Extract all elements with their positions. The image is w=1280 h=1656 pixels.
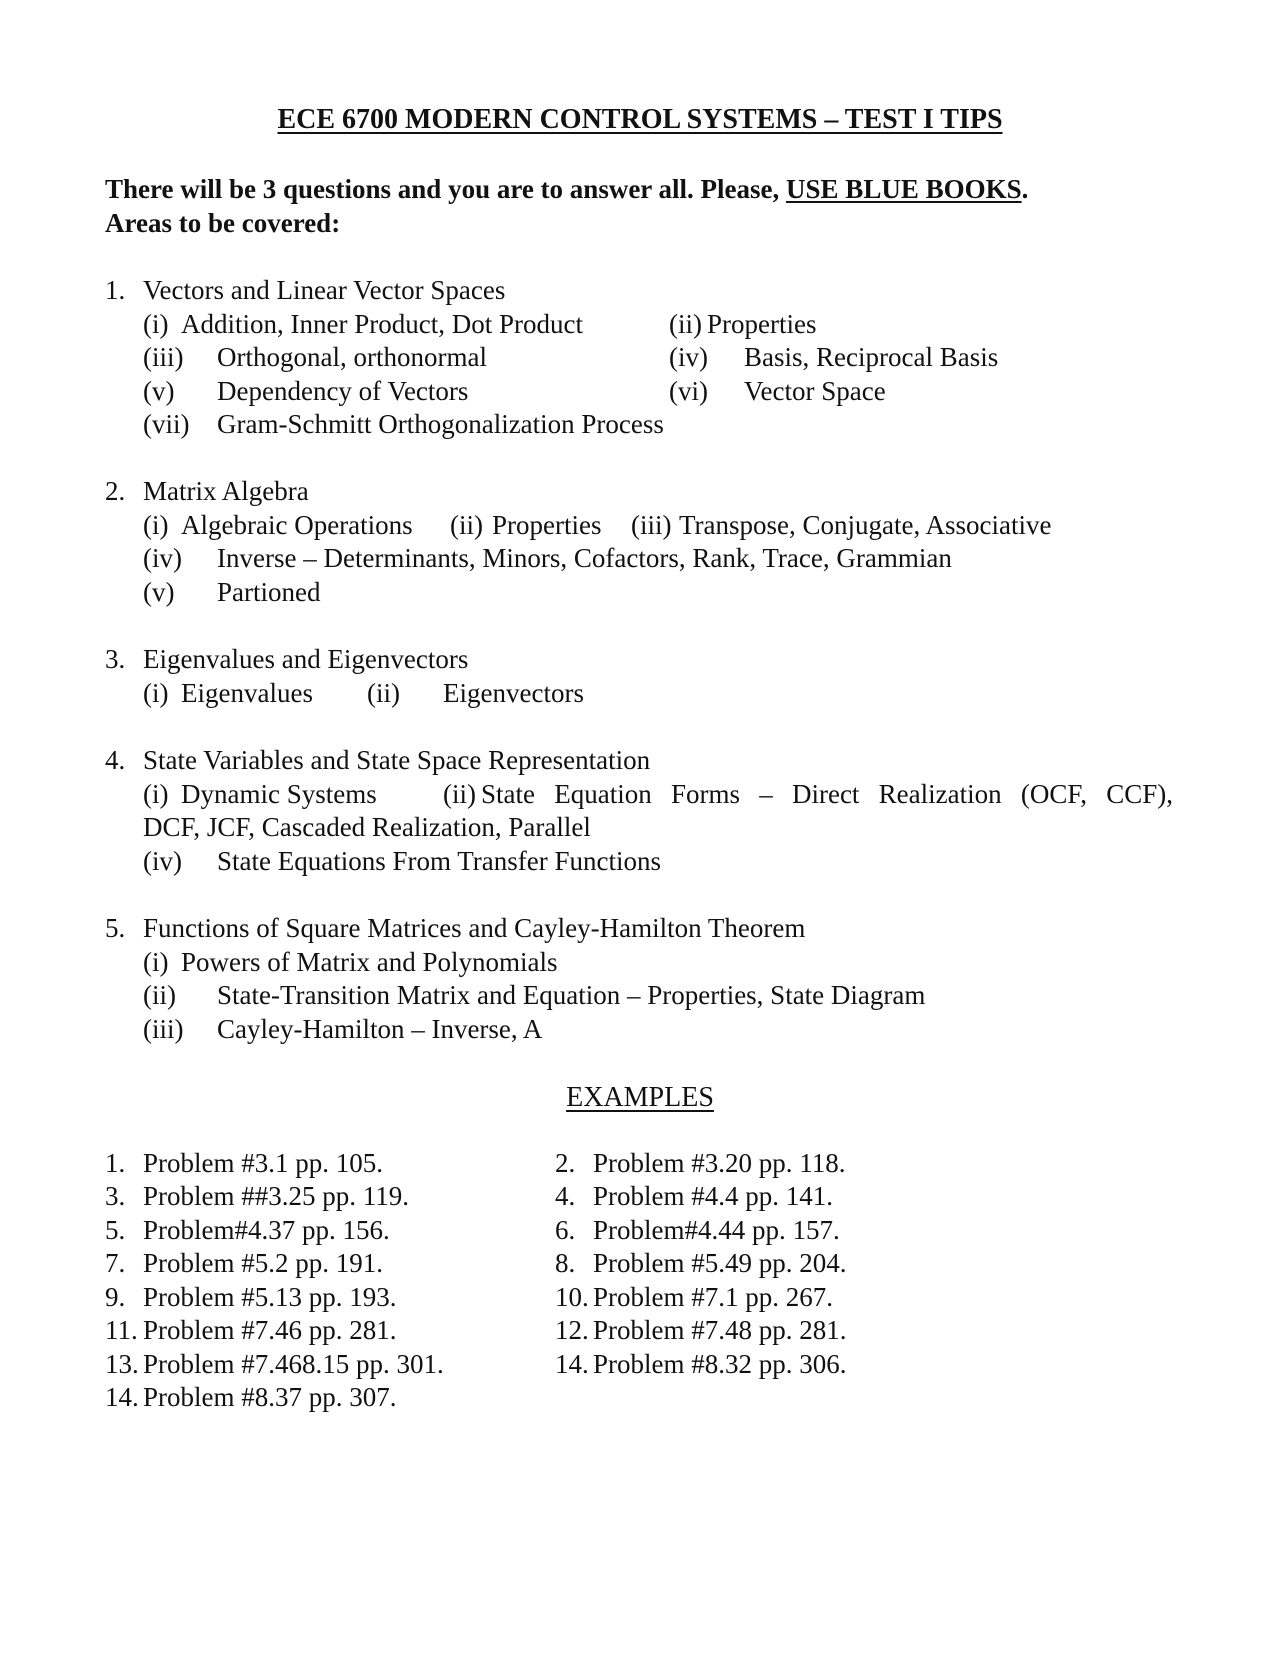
- item-label: (v): [143, 576, 175, 607]
- example-text: Problem #3.1 pp. 105.: [143, 1148, 383, 1178]
- intro-emphasis: USE BLUE BOOKS: [786, 174, 1022, 204]
- example-text: Problem #4.4 pp. 141.: [593, 1181, 833, 1211]
- example-text: Problem #8.37 pp. 307.: [143, 1382, 397, 1412]
- example-text: Problem #5.2 pp. 191.: [143, 1248, 383, 1278]
- item-label: (vi): [669, 375, 708, 406]
- example-text: Problem #3.20 pp. 118.: [593, 1148, 846, 1178]
- section-heading: Matrix Algebra: [143, 476, 309, 506]
- item-text: Dependency of Vectors: [217, 375, 469, 406]
- example-text: Problem #7.48 pp. 281.: [593, 1315, 847, 1345]
- item-text: State-Transition Matrix and Equation – Properties, State Diagram: [217, 980, 926, 1010]
- item-text: Properties: [707, 308, 817, 339]
- example-number: 14.: [555, 1349, 589, 1379]
- section-heading: Vectors and Linear Vector Spaces: [143, 275, 506, 305]
- example-number: 10.: [555, 1282, 589, 1312]
- section-heading: State Variables and State Space Representation: [143, 745, 651, 775]
- item-text: Transpose, Conjugate, Associative: [679, 509, 1052, 540]
- item-label: (iii): [143, 342, 184, 372]
- example-number: 6.: [555, 1215, 576, 1245]
- section-heading: Eigenvalues and Eigenvectors: [143, 644, 469, 674]
- section-number: 5.: [105, 913, 126, 943]
- examples-title: EXAMPLES: [566, 1082, 714, 1113]
- item-label: (i): [143, 778, 169, 809]
- item-label: (ii): [367, 677, 400, 708]
- item-text: Eigenvectors: [443, 677, 584, 708]
- item-label: (i): [143, 946, 169, 977]
- item-label: (iv): [143, 543, 182, 573]
- item-text: State Equation Forms – Direct Realization (OCF, CCF),: [481, 778, 1173, 809]
- item-text: State Equations From Transfer Functions: [217, 845, 661, 876]
- item-label: (iii): [631, 509, 672, 540]
- item-label: (ii): [443, 778, 476, 809]
- item-text: Inverse – Determinants, Minors, Cofactors, Rank, Trace, Grammian: [217, 543, 952, 573]
- item-label: (i): [143, 509, 169, 540]
- example-text: Problem #7.46 pp. 281.: [143, 1315, 397, 1345]
- item-text: Orthogonal, orthonormal: [217, 342, 487, 372]
- item-text: Vector Space: [744, 375, 886, 406]
- item-text: Cayley-Hamilton – Inverse, A: [217, 1013, 543, 1044]
- example-number: 8.: [555, 1248, 576, 1278]
- item-text: Eigenvalues: [181, 677, 313, 708]
- example-number: 5.: [105, 1215, 126, 1245]
- item-label: (ii): [669, 308, 702, 339]
- example-number: 4.: [555, 1181, 576, 1211]
- section-heading: Functions of Square Matrices and Cayley-Hamilton Theorem: [143, 913, 806, 943]
- item-text: DCF, JCF, Cascaded Realization, Parallel: [143, 812, 591, 842]
- example-number: 12.: [555, 1315, 589, 1345]
- item-label: (v): [143, 375, 175, 406]
- example-number: 2.: [555, 1148, 576, 1178]
- example-number: 14.: [105, 1382, 139, 1412]
- example-number: 3.: [105, 1181, 126, 1211]
- item-text: Algebraic Operations: [181, 509, 413, 540]
- item-label: (iv): [143, 845, 182, 876]
- intro-paragraph: [105, 172, 1173, 240]
- intro-period: .: [1021, 174, 1029, 204]
- item-text: Partioned: [217, 576, 321, 607]
- item-label: (ii): [450, 509, 483, 540]
- item-text: Basis, Reciprocal Basis: [744, 342, 999, 372]
- example-number: 9.: [105, 1282, 126, 1312]
- example-number: 11.: [105, 1315, 138, 1345]
- example-text: Problem#4.37 pp. 156.: [143, 1215, 390, 1245]
- example-text: Problem#4.44 pp. 157.: [593, 1215, 840, 1245]
- item-text: Powers of Matrix and Polynomials: [181, 946, 558, 977]
- item-label: (i): [143, 677, 169, 708]
- item-text: Addition, Inner Product, Dot Product: [181, 308, 583, 339]
- item-label: (i): [143, 308, 169, 339]
- item-label: (iv): [669, 342, 708, 372]
- section-number: 4.: [105, 745, 126, 775]
- example-text: Problem #5.13 pp. 193.: [143, 1282, 397, 1312]
- section-number: 3.: [105, 644, 126, 674]
- example-number: 1.: [105, 1148, 126, 1178]
- section-4: [105, 744, 1173, 878]
- item-text: Properties: [492, 509, 602, 540]
- item-text: Dynamic Systems: [181, 778, 377, 809]
- section-number: 2.: [105, 476, 126, 506]
- example-text: Problem #8.32 pp. 306.: [593, 1349, 847, 1379]
- item-label: (ii): [143, 980, 176, 1010]
- example-text: Problem #5.49 pp. 204.: [593, 1248, 847, 1278]
- intro-line2: Areas to be covered:: [105, 208, 341, 238]
- intro-text: There will be 3 questions and you are to answer all. Please,: [105, 174, 787, 204]
- page-title: ECE 6700 MODERN CONTROL SYSTEMS – TEST I TIPS: [277, 104, 1003, 135]
- item-label: (vii): [143, 409, 190, 439]
- example-number: 7.: [105, 1248, 126, 1278]
- example-text: Problem #7.468.15 pp. 301.: [143, 1349, 444, 1379]
- example-text: Problem ##3.25 pp. 119.: [143, 1181, 409, 1211]
- example-text: Problem #7.1 pp. 267.: [593, 1282, 833, 1312]
- section-number: 1.: [105, 275, 126, 305]
- item-label: (iii): [143, 1013, 184, 1044]
- example-number: 13.: [105, 1349, 139, 1379]
- item-text: Gram-Schmitt Orthogonalization Process: [217, 409, 664, 439]
